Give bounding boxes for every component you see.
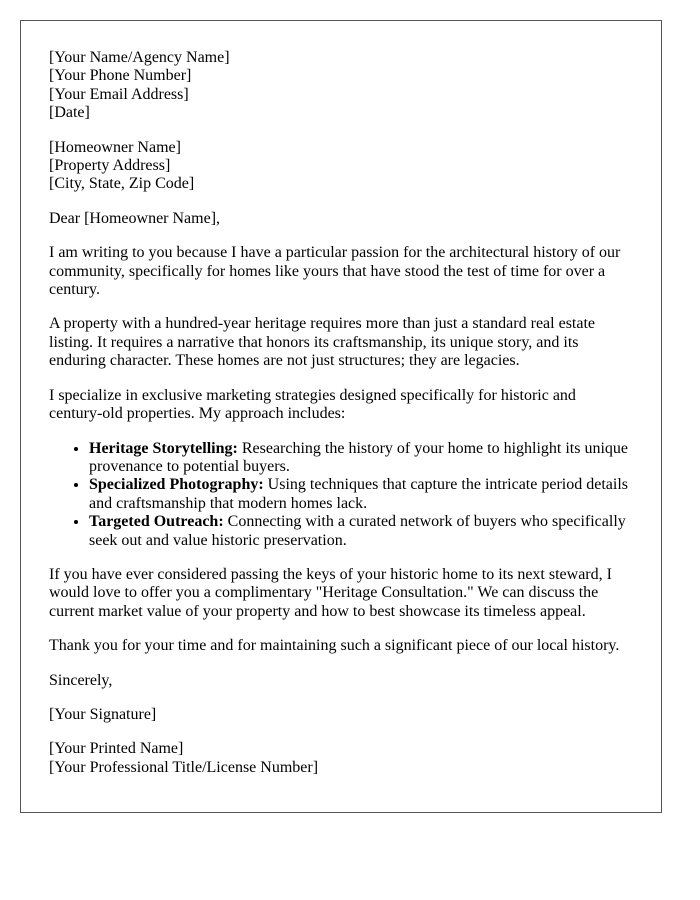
paragraph: I am writing to you because I have a particular passion for the architectural history of our community, specifically for homes like yours that have stood the test of time for over a century.	[49, 244, 621, 299]
list-item	[89, 440, 633, 477]
printed-name: [Your Printed Name]	[49, 740, 184, 758]
printed-block	[49, 740, 633, 777]
list-item	[89, 513, 633, 550]
signature: [Your Signature]	[49, 705, 157, 723]
paragraph: Thank you for your time and for maintaining such a significant piece of our local history.	[49, 637, 620, 655]
recipient-address: [Property Address]	[49, 157, 171, 175]
professional-title: [Your Professional Title/License Number]	[49, 758, 319, 776]
item-title: Specialized Photography:	[89, 476, 264, 494]
list-item	[89, 476, 633, 513]
paragraph: If you have ever considered passing the keys of your historic home to its next steward, I would love to offer you a complimentary "Heritage Consultation." We can discuss the current market value of your property and how to best showcase its timeless appeal.	[49, 565, 612, 620]
item-text: Using techniques that capture the intricate period details and craftsmanship that modern homes lack.	[89, 476, 628, 512]
date: [Date]	[49, 104, 90, 122]
sender-block	[49, 49, 633, 123]
item-title: Targeted Outreach:	[89, 513, 224, 531]
sender-email: [Your Email Address]	[49, 85, 189, 103]
letter	[20, 20, 662, 813]
salutation: Dear [Homeowner Name],	[49, 209, 221, 227]
paragraph: I specialize in exclusive marketing strategies designed specifically for historic and century-old properties. My approach includes:	[49, 386, 576, 423]
approach-list	[49, 440, 633, 550]
item-title: Heritage Storytelling:	[89, 439, 238, 457]
recipient-name: [Homeowner Name]	[49, 138, 181, 156]
recipient-city: [City, State, Zip Code]	[49, 175, 195, 193]
item-text: Connecting with a curated network of buyers who specifically seek out and value historic preservation.	[89, 513, 626, 549]
paragraph: A property with a hundred-year heritage requires more than just a standard real estate listing. It requires a narrative that honors its craftsmanship, its unique story, and its enduring character. These homes are not just structures; they are legacies.	[49, 315, 596, 370]
item-text: Researching the history of your home to highlight its unique provenance to potential buyers.	[89, 439, 629, 475]
signoff: Sincerely,	[49, 671, 113, 689]
recipient-block	[49, 139, 633, 194]
sender-name: [Your Name/Agency Name]	[49, 49, 230, 66]
sender-phone: [Your Phone Number]	[49, 67, 192, 85]
